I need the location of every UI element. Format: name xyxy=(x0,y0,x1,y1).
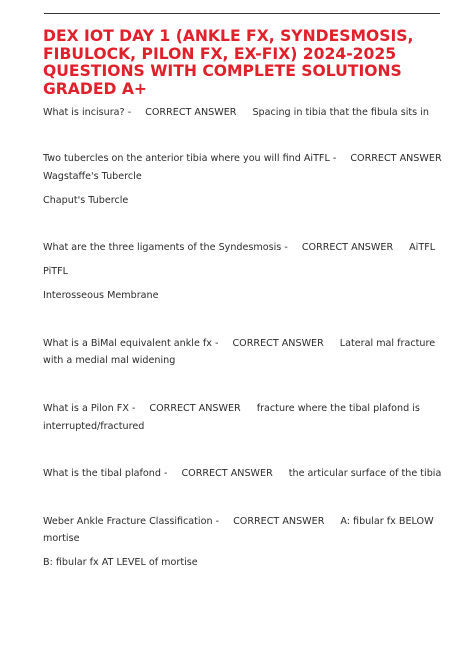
qa-item-incisura xyxy=(43,107,429,119)
correct-answer-label: CORRECT ANSWER xyxy=(181,468,273,479)
correct-answer-label: CORRECT ANSWER xyxy=(149,403,241,414)
question-text: What is a BiMal equivalent ankle fx - xyxy=(43,338,219,349)
answer-line: B: fibular fx AT LEVEL of mortise xyxy=(43,557,198,568)
answer-text: fracture where the tibal plafond is xyxy=(256,403,420,414)
document-title: DEX IOT DAY 1 (ANKLE FX, SYNDESMOSIS, FIBULOCK, PILON FX, EX-FIX) 2024-2025 QUESTIONS WITH COMPLETE SOLUTIONS GRADED A+ xyxy=(43,27,414,98)
question-text: Two tubercles on the anterior tibia where you will find AiTFL - xyxy=(43,153,337,164)
top-rule xyxy=(44,13,440,14)
correct-answer-label: CORRECT ANSWER xyxy=(145,107,237,118)
answer-line: PiTFL xyxy=(43,266,68,277)
question-text: What is a Pilon FX - xyxy=(43,403,136,414)
answer-line: Wagstaffe's Tubercle xyxy=(43,171,142,182)
qa-item-syndesmosis xyxy=(43,242,435,254)
answer-text: AiTFL xyxy=(409,242,436,253)
correct-answer-label: CORRECT ANSWER xyxy=(233,516,325,527)
qa-item-pilon xyxy=(43,403,420,415)
answer-line: Interosseous Membrane xyxy=(43,290,159,301)
correct-answer-label: CORRECT ANSWER xyxy=(232,338,324,349)
correct-answer-label: CORRECT ANSWER xyxy=(350,153,442,164)
answer-line: with a medial mal widening xyxy=(43,355,176,366)
answer-text: Lateral mal fracture xyxy=(339,338,436,349)
answer-line: mortise xyxy=(43,533,80,544)
question-text: What is the tibal plafond - xyxy=(43,468,168,479)
answer-line: Chaput's Tubercle xyxy=(43,195,129,206)
question-text: What is incisura? - xyxy=(43,107,132,118)
answer-text: Spacing in tibia that the fibula sits in xyxy=(252,107,429,118)
qa-item-bimal xyxy=(43,338,435,350)
answer-text: A: fibular fx BELOW xyxy=(340,516,434,527)
qa-item-plafond xyxy=(43,468,441,480)
answer-text: the articular surface of the tibia xyxy=(288,468,442,479)
qa-item-tubercles xyxy=(43,153,442,165)
answer-line: interrupted/fractured xyxy=(43,421,145,432)
correct-answer-label: CORRECT ANSWER xyxy=(301,242,394,253)
question-text: What are the three ligaments of the Syndesmosis - xyxy=(43,242,288,253)
question-text: Weber Ankle Fracture Classification - xyxy=(43,516,220,527)
qa-item-weber xyxy=(43,516,434,528)
